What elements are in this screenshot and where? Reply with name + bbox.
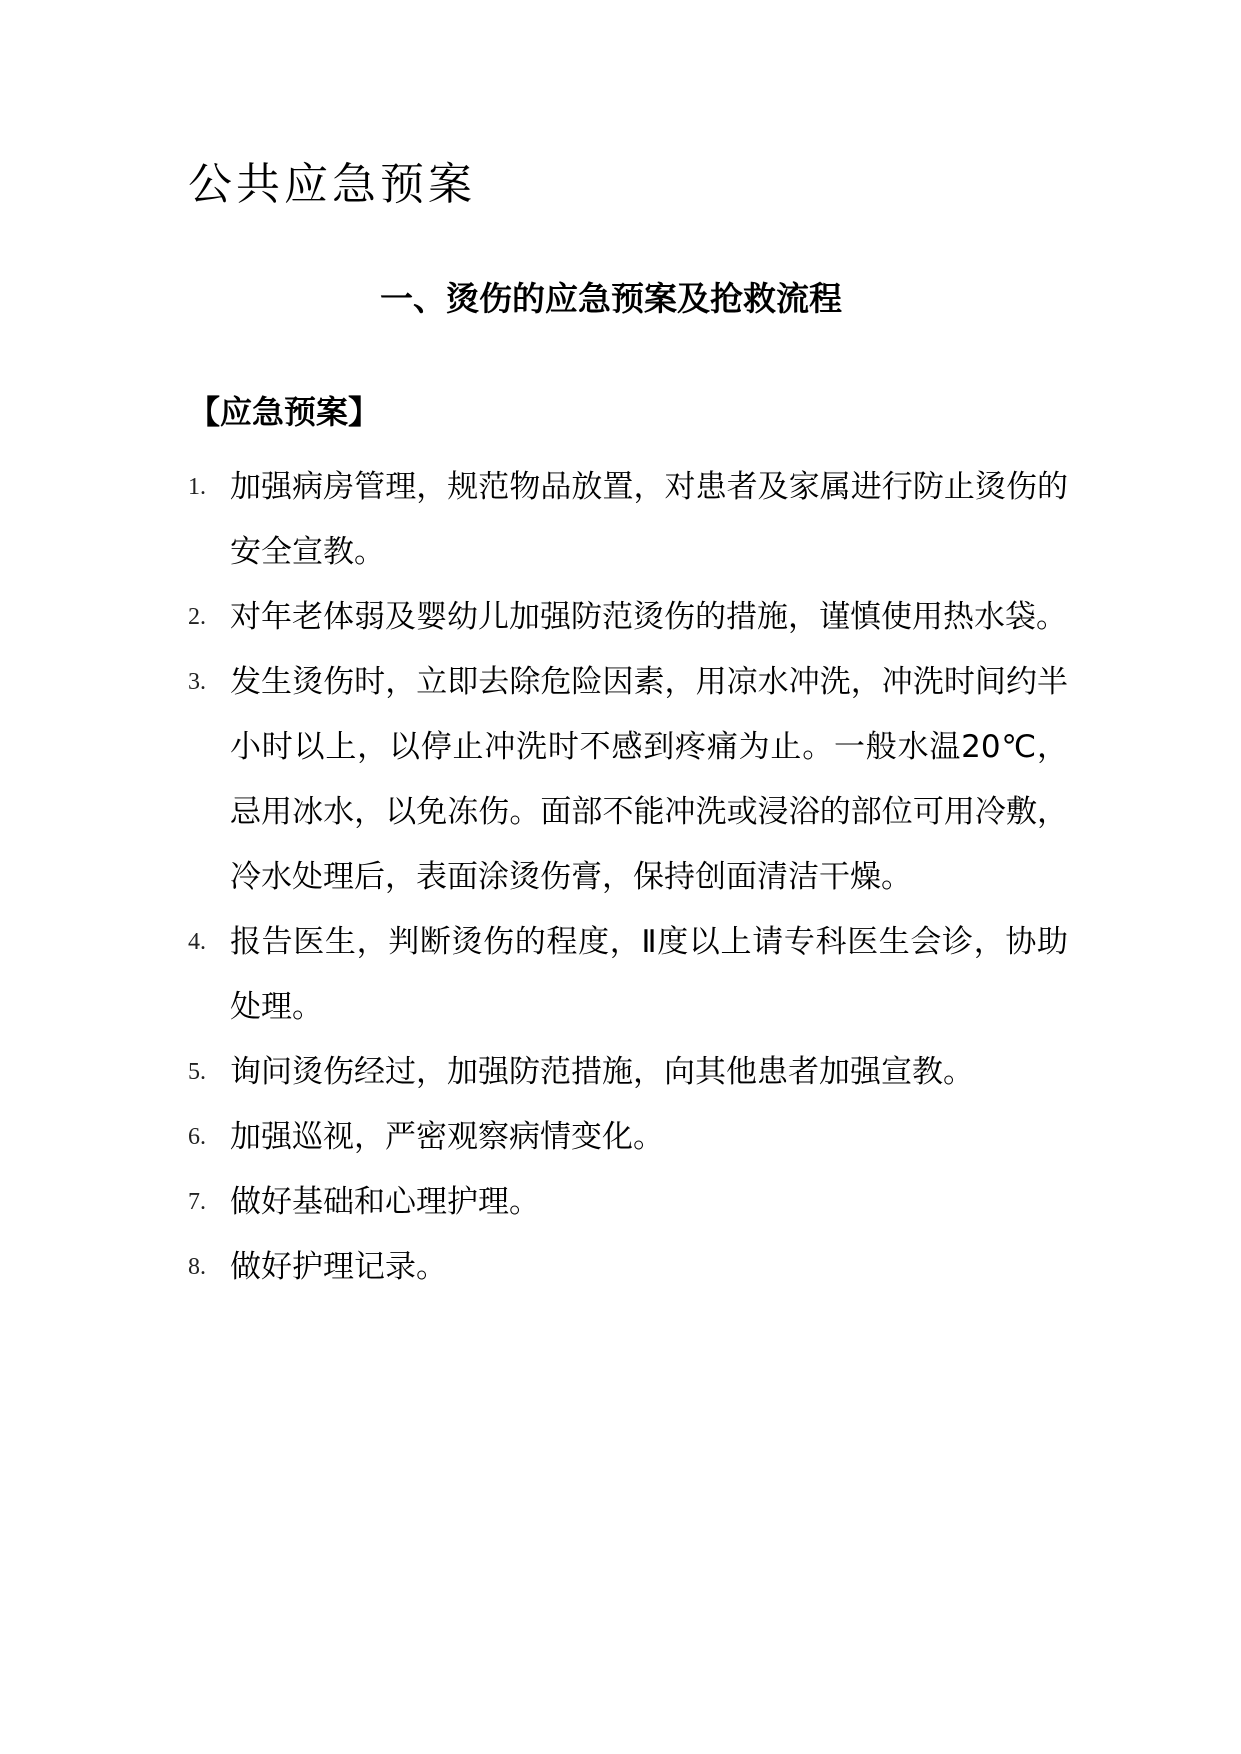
list-item-text: 加强病房管理，规范物品放置，对患者及家属进行防止烫伤的安全宣教。 (230, 469, 1068, 570)
list-item-number: 3. (188, 669, 206, 695)
list-item-number: 8. (188, 1254, 206, 1280)
list-item-number: 7. (188, 1189, 206, 1215)
section-heading: 一、烫伤的应急预案及抢救流程 (380, 279, 842, 318)
list-item-number: 1. (188, 474, 206, 500)
list-item-text: 询问烫伤经过，加强防范措施，向其他患者加强宣教。 (230, 1054, 974, 1090)
list-item-text: 做好护理记录。 (230, 1249, 447, 1285)
list-item-number: 2. (188, 604, 206, 630)
list-item-text: 报告医生，判断烫伤的程度，Ⅱ度以上请专科医生会诊，协助处理。 (230, 924, 1068, 1025)
list-item-text: 加强巡视，严密观察病情变化。 (230, 1119, 664, 1155)
sub-heading: 【应急预案】 (188, 393, 381, 431)
list-item-text: 对年老体弱及婴幼儿加强防范烫伤的措施，谨慎使用热水袋。 (230, 599, 1067, 635)
list-item (188, 1105, 1068, 1170)
list-item (188, 910, 1068, 1040)
list-item-number: 4. (188, 929, 206, 955)
emergency-plan-list (188, 455, 1068, 1300)
list-item-number: 5. (188, 1059, 206, 1085)
list-item (188, 1040, 1068, 1105)
list-item (188, 650, 1068, 910)
list-item-number: 6. (188, 1124, 206, 1150)
list-item (188, 1170, 1068, 1235)
list-item (188, 585, 1068, 650)
document-title: 公共应急预案 (188, 159, 476, 210)
list-item (188, 455, 1068, 585)
list-item (188, 1235, 1068, 1300)
list-item-text: 做好基础和心理护理。 (230, 1184, 540, 1220)
list-item-text: 发生烫伤时，立即去除危险因素，用凉水冲洗，冲洗时间约半小时以上，以停止冲洗时不感到疼痛为止。一般水温20℃，忌用冰水，以免冻伤。面部不能冲洗或浸浴的部位可用冷敷，冷水处理后，表面涂烫伤膏，保持创面清洁干燥。 (230, 664, 1068, 895)
